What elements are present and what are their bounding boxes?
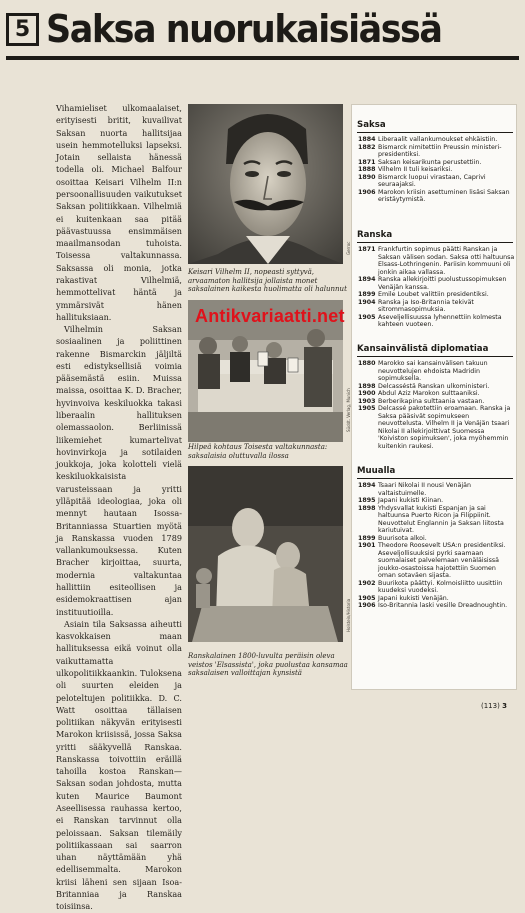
timeline-entry — [352, 550, 518, 580]
entry-year: 1894 — [358, 276, 376, 283]
entry-year: 1898 — [358, 504, 376, 512]
sculpture-image — [188, 466, 343, 642]
timeline-entry — [352, 189, 518, 204]
entry-text: Berberikapina sulttaania vastaan. — [378, 397, 485, 405]
paragraph-2 — [56, 323, 182, 618]
entry-text: Aseveljellisuussa lyhennettiin kolmesta kahteen vuoteen. — [378, 313, 502, 328]
timeline-entry — [352, 542, 518, 550]
section-title: Kansainvälistä diplomatiaa — [357, 344, 489, 354]
paragraph-1-text: Vihamieliset ulkomaalaiset, erityisesti britit, kuvailivat Saksan nuorta hallitsijaa usein hemmotelluksi lapseksi. Jotain sellaista hänessä todella oli. Michael Balfour osoittaa Keisari Vilhelm II:n persoonallisuuden vaikutukset Saksan politiikkaan. Vilhelmiä ei kuitenkaan saa pitää päävastuussa ensimmäisen maailmansodan tuhoista. Toisessa valtakunnassa. Saksassa oli monia, jotka rakastivat Vilhelmiä, hemmottelivat häntä ja ymmärsivät hänen hallituksiaan. — [56, 103, 182, 322]
entry-year: 1902 — [358, 579, 376, 587]
timeline-entry — [352, 299, 518, 314]
timeline-entry — [352, 383, 518, 391]
timeline-entry — [352, 602, 518, 610]
entry-year: 1899 — [358, 534, 376, 542]
timeline-entry — [352, 174, 518, 189]
section-title: Saksa — [357, 120, 386, 130]
paragraph-2-text: Vilhelmin Saksan sosiaalinen ja poliittinen rakenne Bismarckin jäljiltä esti edistyksellisiä voimia pääsemästä esiin. Muissa maissa, osoittaa K. D. Bracher, hyvinvoiva keskiluokka takasi liberaalin hallituksen olemassaolon. Berliinissä liikemiehet kumartelivat hovinvirkoja ja sotilaiden joukkoja, joka kolotteli vielä keskiluokkaisista varusteissaan ja yritti ylläpitää ideologiaa, joka oli mennyt hautaan Isossa-Britanniassa Stuartien myötä ja Ranskassa vuoden 1789 vallankumouksessa. Kuten Bracher kirjoittaa, suurta, modernia valtakuntaa hallittiin esiteollisen ja esidemokraattisen ajan instituutioilla. — [56, 324, 182, 617]
photo-sculpture — [188, 466, 343, 642]
entry-year: 1903 — [358, 397, 376, 405]
section-title: Ranska — [357, 230, 393, 240]
timeline-entry — [352, 535, 518, 543]
entry-text: Delcasséstä Ranskan ulkoministeri. — [378, 382, 490, 390]
timeline-entry — [352, 276, 518, 291]
entry-text: Tsaari Nikolai II nousi Venäjän valtaistuimelle. — [378, 482, 471, 497]
section-title: Muualla — [357, 466, 396, 476]
timeline-entry — [352, 505, 518, 535]
sidebar-section-elsewhere — [352, 465, 518, 610]
body-text-column — [56, 102, 182, 913]
entry-year: 1898 — [358, 382, 376, 390]
entry-text: Bismarck luopui virastaan, Caprivi seuraajaksi. — [378, 173, 486, 188]
sidebar-section-ranska — [352, 229, 518, 329]
entry-year: 1906 — [358, 602, 376, 609]
entry-year: 1905 — [358, 405, 376, 412]
paragraph-1 — [56, 102, 182, 323]
entry-year: 1899 — [358, 291, 376, 298]
entry-text: Marokko sai kansainvälisen takuun neuvottelujen ehdoista Madridin sopimuksella. — [378, 360, 488, 382]
entry-text: Liberaalit vallankumoukset ehkäistiin. — [378, 136, 498, 143]
entry-year: 1890 — [358, 173, 376, 181]
entry-year: 1871 — [358, 158, 376, 166]
photo-2-credit: Süddt. Verlag, Munich — [346, 388, 351, 432]
entry-text: Emile Loubet valittiin presidentiksi. — [378, 291, 489, 298]
photo-2-caption: Hilpeä kohtaus Toisesta valtakunnasta: saksalaisia oluttuvalla ilossa — [188, 443, 328, 460]
entry-year — [358, 550, 378, 580]
timeline-entry — [352, 405, 518, 450]
photo-1-credit: Gerroc — [346, 241, 351, 255]
timeline-entry — [352, 390, 518, 398]
photo-3-caption: Ranskalainen 1800-luvulta peräisin oleva veistos 'Elsassista', joka puolustaa kansamaa saksalaisen valloittajan kynsistä — [188, 652, 348, 678]
photo-kaiser-portrait — [188, 104, 343, 264]
entry-text: Vilhelm II tuli keisariksi. — [378, 166, 453, 173]
photo-1-caption: Keisari Vilhelm II, nopeasti syttyvä, arvaamaton hallitsija jollaista monet saksalainen kaikesta huolimatta oli halunnut — [188, 268, 347, 294]
entry-text: Iso-Britannia laski vesille Dreadnoughtin. — [378, 602, 508, 609]
entry-year: 1905 — [358, 313, 376, 321]
timeline-entry — [352, 580, 518, 595]
sidebar-section-saksa — [352, 119, 518, 204]
entry-text: Frankfurtin sopimus päätti Ranskan ja Saksan välisen sodan. Saksa otti haltuunsa Elsass-Lothringenin. Pariisin kommuuni oli jonkin aikaa vallassa. — [378, 246, 515, 276]
kaiser-portrait-image — [188, 104, 343, 264]
entry-year: 1905 — [358, 594, 376, 602]
entry-text: Japani kukisti Kiinan. — [378, 497, 444, 504]
entry-text: Japani kukisti Venäjän. — [378, 594, 449, 602]
timeline-entry — [352, 360, 518, 383]
timeline-sidebar — [351, 104, 517, 690]
entry-year: 1882 — [358, 143, 376, 151]
entry-year: 1900 — [358, 390, 376, 397]
photo-3-credit: Holstein/Historia — [346, 598, 351, 632]
paragraph-3 — [56, 618, 182, 913]
timeline-entry — [352, 159, 518, 167]
entry-year: 1895 — [358, 497, 376, 504]
page-title: Saksa nuorukaisiässä — [46, 7, 442, 51]
timeline-entry — [352, 482, 518, 497]
entry-text: Marokon kriisin asettuminen lisäsi Saksan eristäytymistä. — [378, 188, 510, 203]
entry-year: 1904 — [358, 298, 376, 306]
entry-year: 1901 — [358, 542, 376, 549]
entry-text: Abdul Aziz Marokon sulttaaniksi. — [378, 390, 480, 397]
entry-text: Delcassé pakotettiin eroamaan. Ranska ja Saksa pääsivät sopimukseen neuvottelusta. Vilhelm II ja Venäjän tsaari Nikolai II allekirjoittivat Suomessa 'Koiviston sopimuksen', joka myöhemmin kuitenkin raukesi. — [378, 405, 511, 450]
timeline-entry — [352, 246, 518, 276]
entry-text: Yhdysvallat kukisti Espanjan ja sai haltuunsa Puerto Ricon ja Filippiinit. Neuvottelut Englannin ja Saksan liitosta kariutuivat. — [378, 504, 504, 534]
timeline-entry — [352, 497, 518, 505]
paragraph-3-text: Asiain tila Saksassa aiheutti kasvokkaisen maan hallituksessa eikä voinut olla vaikuttamatta ulkopolitiikkaankin. Tuloksena oli suurten eleiden ja peloteltujen politiikka. D. C. Watt osoittaa tällaisen politiikan näkyvän erityisesti Marokon kriisissä, jossa Saksa yritti sääkyvellä Ranskaa. Ranskassa toivottiin eräillä tahoilla kostoa Ranskan—Saksan sodan johdosta, mutta kuten Maurice Baumont Aseellisessa rauhassa kertoo, ei Ranskan tarvinnut olla peloissaan. Saksan tilemäily politiikassaan sai saarron uhan näyttämään yhä edellisemmalta. Marokon kriisi läheni sen sijaan Isoa-Britanniaa ja Ranskaa toisiinsa. — [56, 618, 182, 912]
entry-year: 1871 — [358, 246, 376, 253]
entry-text: Bismarck nimitettiin Preussin ministeri-presidentiksi. — [378, 143, 502, 158]
entry-year: 1880 — [358, 360, 376, 367]
timeline-entry — [352, 595, 518, 603]
timeline-entry — [352, 398, 518, 406]
entry-year: 1894 — [358, 482, 376, 489]
entry-year: 1888 — [358, 166, 376, 173]
page-number: 3 — [502, 702, 507, 710]
entry-text: Saksan keisarikunta perustettiin. — [378, 158, 482, 166]
timeline-entry — [352, 166, 518, 174]
entry-text: Aseveljollisuuksisi pyrki saamaan suomalaiset palvelemaan venäläisissä joukko-osastoissa hajotettiin Suomen oman sotaväen sijasta. — [378, 549, 500, 579]
page-folio — [481, 702, 507, 710]
folio-paren: (113) — [481, 702, 500, 710]
timeline-entry — [352, 136, 518, 144]
chapter-number-box: 5 — [6, 13, 39, 46]
entry-text: Ranska allekirjoitti puolustussopimuksen Venäjän kanssa. — [378, 276, 507, 291]
entry-text: Theodore Roosevelt USA:n presidentiksi. — [378, 542, 506, 549]
entry-text: Buurisota alkoi. — [378, 534, 427, 542]
entry-text: Buurikota päättyi. Kolmoisliitto uusittiin kuudeksi vuodeksi. — [378, 579, 503, 594]
timeline-entry — [352, 291, 518, 299]
timeline-entry — [352, 314, 518, 329]
entry-year: 1884 — [358, 136, 376, 143]
header-rule — [6, 56, 519, 60]
watermark-text: Antikvariaatti.net — [195, 306, 345, 326]
entry-year: 1906 — [358, 188, 376, 196]
entry-text: Ranska ja Iso-Britannia tekivät sitrommasopimuksia. — [378, 298, 474, 313]
timeline-entry — [352, 144, 518, 159]
sidebar-section-diplomacy — [352, 343, 518, 450]
